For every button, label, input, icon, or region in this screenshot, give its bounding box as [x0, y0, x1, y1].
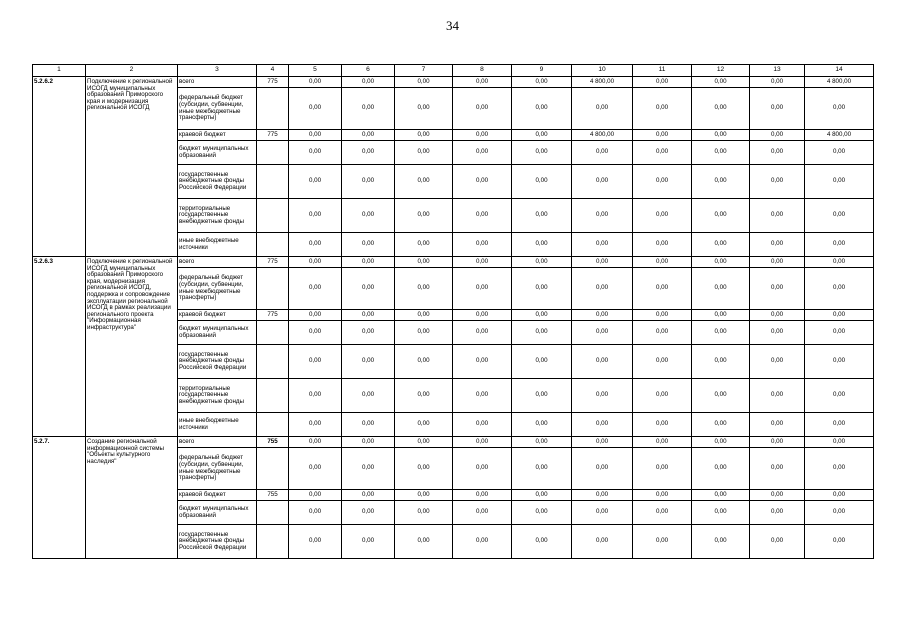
- page-number: 34: [446, 18, 459, 33]
- amount-cell: 0,00: [395, 141, 453, 165]
- amount-cell: 0,00: [453, 165, 512, 199]
- header-cell: 10: [572, 65, 633, 77]
- section-name: Подключение к региональной ИСОГД муниципальных образований Приморского края, модернизация региональной ИСОГД, поддержка и сопровождение эксплуатации региональной ИСОГД в рамках реализации регионального проекта "Информационная инфраструктура": [86, 257, 178, 437]
- header-cell: 12: [692, 65, 750, 77]
- section-code: 5.2.6.2: [33, 77, 86, 257]
- funding-source: всего: [178, 77, 257, 88]
- amount-cell: 0,00: [342, 130, 395, 141]
- amount-cell: 0,00: [805, 413, 874, 437]
- amount-cell: 0,00: [395, 379, 453, 413]
- amount-cell: 0,00: [572, 233, 633, 257]
- amount-cell: 0,00: [512, 130, 572, 141]
- table-row: [33, 257, 874, 268]
- amount-cell: 0,00: [453, 199, 512, 233]
- amount-cell: 0,00: [692, 321, 750, 345]
- grbs-code: [257, 345, 289, 379]
- amount-cell: 0,00: [289, 345, 342, 379]
- amount-cell: 0,00: [633, 88, 692, 130]
- amount-cell: 0,00: [633, 437, 692, 448]
- amount-cell: 0,00: [289, 413, 342, 437]
- amount-cell: 0,00: [453, 321, 512, 345]
- amount-cell: 0,00: [395, 130, 453, 141]
- amount-cell: 0,00: [395, 88, 453, 130]
- funding-source: иные внебюджетные источники: [178, 233, 257, 257]
- header-cell: 5: [289, 65, 342, 77]
- amount-cell: 0,00: [289, 141, 342, 165]
- amount-cell: 0,00: [453, 413, 512, 437]
- funding-source: всего: [178, 437, 257, 448]
- funding-source: государственные внебюджетные фонды Российской Федерации: [178, 525, 257, 559]
- amount-cell: 0,00: [453, 525, 512, 559]
- section-name: Создание региональной информационной системы "Объекты культурного наследия": [86, 437, 178, 559]
- amount-cell: 0,00: [805, 199, 874, 233]
- amount-cell: 0,00: [512, 199, 572, 233]
- grbs-code: [257, 501, 289, 525]
- amount-cell: 0,00: [453, 257, 512, 268]
- amount-cell: 0,00: [633, 413, 692, 437]
- amount-cell: 0,00: [692, 77, 750, 88]
- amount-cell: 4 800,00: [805, 130, 874, 141]
- amount-cell: 0,00: [342, 501, 395, 525]
- amount-cell: 0,00: [453, 437, 512, 448]
- amount-cell: 0,00: [512, 525, 572, 559]
- amount-cell: 0,00: [289, 77, 342, 88]
- amount-cell: 0,00: [342, 268, 395, 310]
- funding-source: государственные внебюджетные фонды Российской Федерации: [178, 345, 257, 379]
- grbs-code: 775: [257, 130, 289, 141]
- amount-cell: 0,00: [395, 437, 453, 448]
- amount-cell: 0,00: [453, 490, 512, 501]
- amount-cell: 0,00: [805, 525, 874, 559]
- amount-cell: 0,00: [512, 257, 572, 268]
- amount-cell: 0,00: [289, 379, 342, 413]
- grbs-code: [257, 413, 289, 437]
- amount-cell: 0,00: [805, 257, 874, 268]
- amount-cell: 0,00: [633, 77, 692, 88]
- amount-cell: 0,00: [342, 257, 395, 268]
- amount-cell: 0,00: [453, 345, 512, 379]
- amount-cell: 0,00: [750, 257, 805, 268]
- amount-cell: 0,00: [512, 321, 572, 345]
- grbs-code: [257, 165, 289, 199]
- amount-cell: 0,00: [692, 345, 750, 379]
- amount-cell: 0,00: [750, 413, 805, 437]
- amount-cell: 0,00: [453, 77, 512, 88]
- amount-cell: 0,00: [633, 310, 692, 321]
- grbs-code: [257, 199, 289, 233]
- amount-cell: 0,00: [692, 501, 750, 525]
- amount-cell: 0,00: [395, 321, 453, 345]
- amount-cell: 0,00: [633, 321, 692, 345]
- amount-cell: 0,00: [572, 199, 633, 233]
- amount-cell: 0,00: [395, 490, 453, 501]
- amount-cell: 0,00: [342, 141, 395, 165]
- amount-cell: 0,00: [692, 130, 750, 141]
- amount-cell: 0,00: [512, 310, 572, 321]
- amount-cell: 0,00: [750, 525, 805, 559]
- amount-cell: 0,00: [342, 310, 395, 321]
- amount-cell: 0,00: [572, 88, 633, 130]
- amount-cell: 0,00: [512, 448, 572, 490]
- amount-cell: 0,00: [289, 448, 342, 490]
- amount-cell: 0,00: [289, 490, 342, 501]
- amount-cell: 0,00: [750, 165, 805, 199]
- amount-cell: 0,00: [750, 490, 805, 501]
- amount-cell: 0,00: [395, 413, 453, 437]
- amount-cell: 0,00: [395, 448, 453, 490]
- amount-cell: 0,00: [395, 310, 453, 321]
- amount-cell: 0,00: [395, 199, 453, 233]
- amount-cell: 0,00: [289, 257, 342, 268]
- amount-cell: 0,00: [289, 130, 342, 141]
- funding-source: федеральный бюджет (субсидии, субвенции, иные межбюджетные трансферты): [178, 448, 257, 490]
- amount-cell: 0,00: [395, 233, 453, 257]
- amount-cell: 0,00: [342, 199, 395, 233]
- amount-cell: 0,00: [395, 268, 453, 310]
- amount-cell: 0,00: [692, 199, 750, 233]
- amount-cell: 0,00: [692, 448, 750, 490]
- amount-cell: 0,00: [453, 88, 512, 130]
- funding-source: краевой бюджет: [178, 490, 257, 501]
- amount-cell: 0,00: [572, 525, 633, 559]
- amount-cell: 0,00: [289, 268, 342, 310]
- amount-cell: 0,00: [512, 233, 572, 257]
- amount-cell: 0,00: [750, 345, 805, 379]
- header-cell: 2: [86, 65, 178, 77]
- amount-cell: 0,00: [289, 310, 342, 321]
- funding-source: бюджет муниципальных образований: [178, 141, 257, 165]
- amount-cell: 0,00: [512, 437, 572, 448]
- amount-cell: 0,00: [805, 310, 874, 321]
- amount-cell: 0,00: [512, 141, 572, 165]
- amount-cell: 0,00: [805, 88, 874, 130]
- amount-cell: 0,00: [750, 268, 805, 310]
- amount-cell: 0,00: [633, 379, 692, 413]
- section-code: 5.2.7.: [33, 437, 86, 559]
- amount-cell: 0,00: [572, 490, 633, 501]
- grbs-code: [257, 233, 289, 257]
- header-cell: 11: [633, 65, 692, 77]
- amount-cell: 0,00: [342, 525, 395, 559]
- amount-cell: 0,00: [512, 88, 572, 130]
- amount-cell: 0,00: [750, 77, 805, 88]
- amount-cell: 0,00: [750, 437, 805, 448]
- funding-source: всего: [178, 257, 257, 268]
- grbs-code: 755: [257, 437, 289, 448]
- amount-cell: 0,00: [750, 321, 805, 345]
- amount-cell: 0,00: [342, 345, 395, 379]
- amount-cell: 0,00: [572, 165, 633, 199]
- amount-cell: 0,00: [572, 321, 633, 345]
- amount-cell: 0,00: [512, 379, 572, 413]
- amount-cell: 0,00: [453, 379, 512, 413]
- amount-cell: 0,00: [342, 437, 395, 448]
- amount-cell: 0,00: [692, 268, 750, 310]
- amount-cell: 0,00: [633, 199, 692, 233]
- header-cell: 8: [453, 65, 512, 77]
- amount-cell: 0,00: [750, 501, 805, 525]
- amount-cell: 0,00: [572, 379, 633, 413]
- amount-cell: 0,00: [453, 501, 512, 525]
- amount-cell: 0,00: [633, 448, 692, 490]
- section-name: Подключение к региональной ИСОГД муниципальных образований Приморского края и модернизация региональной ИСОГД: [86, 77, 178, 257]
- amount-cell: 0,00: [572, 345, 633, 379]
- amount-cell: 0,00: [750, 448, 805, 490]
- amount-cell: 0,00: [805, 268, 874, 310]
- funding-source: краевой бюджет: [178, 310, 257, 321]
- amount-cell: 0,00: [289, 199, 342, 233]
- amount-cell: 0,00: [805, 141, 874, 165]
- amount-cell: 0,00: [512, 268, 572, 310]
- grbs-code: [257, 321, 289, 345]
- amount-cell: 0,00: [289, 321, 342, 345]
- amount-cell: 0,00: [633, 525, 692, 559]
- amount-cell: 0,00: [342, 88, 395, 130]
- amount-cell: 0,00: [572, 501, 633, 525]
- amount-cell: 0,00: [395, 345, 453, 379]
- grbs-code: [257, 88, 289, 130]
- grbs-code: [257, 448, 289, 490]
- amount-cell: 0,00: [453, 233, 512, 257]
- header-cell: 3: [178, 65, 257, 77]
- amount-cell: 4 800,00: [805, 77, 874, 88]
- amount-cell: 0,00: [692, 437, 750, 448]
- amount-cell: 0,00: [692, 233, 750, 257]
- amount-cell: 0,00: [633, 130, 692, 141]
- amount-cell: 0,00: [512, 413, 572, 437]
- funding-source: иные внебюджетные источники: [178, 413, 257, 437]
- amount-cell: 0,00: [692, 165, 750, 199]
- amount-cell: 0,00: [633, 268, 692, 310]
- amount-cell: 0,00: [692, 88, 750, 130]
- amount-cell: 0,00: [633, 257, 692, 268]
- amount-cell: 0,00: [572, 310, 633, 321]
- table-row: [33, 437, 874, 448]
- amount-cell: 0,00: [692, 310, 750, 321]
- amount-cell: 0,00: [572, 268, 633, 310]
- amount-cell: 4 800,00: [572, 77, 633, 88]
- amount-cell: 0,00: [750, 233, 805, 257]
- amount-cell: 0,00: [289, 88, 342, 130]
- amount-cell: 0,00: [395, 501, 453, 525]
- grbs-code: 775: [257, 310, 289, 321]
- amount-cell: 0,00: [692, 257, 750, 268]
- amount-cell: 0,00: [512, 77, 572, 88]
- amount-cell: 4 800,00: [572, 130, 633, 141]
- grbs-code: 775: [257, 257, 289, 268]
- amount-cell: 0,00: [750, 88, 805, 130]
- amount-cell: 0,00: [453, 268, 512, 310]
- amount-cell: 0,00: [453, 130, 512, 141]
- header-cell: 7: [395, 65, 453, 77]
- amount-cell: 0,00: [342, 165, 395, 199]
- grbs-code: 775: [257, 77, 289, 88]
- amount-cell: 0,00: [572, 437, 633, 448]
- amount-cell: 0,00: [289, 501, 342, 525]
- amount-cell: 0,00: [572, 448, 633, 490]
- amount-cell: 0,00: [692, 379, 750, 413]
- amount-cell: 0,00: [750, 379, 805, 413]
- header-cell: 13: [750, 65, 805, 77]
- header-cell: 9: [512, 65, 572, 77]
- amount-cell: 0,00: [289, 525, 342, 559]
- amount-cell: 0,00: [572, 413, 633, 437]
- amount-cell: 0,00: [572, 141, 633, 165]
- amount-cell: 0,00: [572, 257, 633, 268]
- amount-cell: 0,00: [633, 345, 692, 379]
- grbs-code: [257, 525, 289, 559]
- funding-source: государственные внебюджетные фонды Российской Федерации: [178, 165, 257, 199]
- amount-cell: 0,00: [805, 379, 874, 413]
- amount-cell: 0,00: [633, 141, 692, 165]
- header-cell: 6: [342, 65, 395, 77]
- grbs-code: [257, 268, 289, 310]
- header-cell: 1: [33, 65, 86, 77]
- grbs-code: 755: [257, 490, 289, 501]
- section-code: 5.2.6.3: [33, 257, 86, 437]
- amount-cell: 0,00: [342, 77, 395, 88]
- funding-source: краевой бюджет: [178, 130, 257, 141]
- amount-cell: 0,00: [692, 525, 750, 559]
- amount-cell: 0,00: [395, 77, 453, 88]
- amount-cell: 0,00: [805, 490, 874, 501]
- amount-cell: 0,00: [512, 501, 572, 525]
- funding-source: территориальные государственные внебюджетные фонды: [178, 199, 257, 233]
- grbs-code: [257, 141, 289, 165]
- amount-cell: 0,00: [750, 310, 805, 321]
- amount-cell: 0,00: [289, 233, 342, 257]
- amount-cell: 0,00: [633, 490, 692, 501]
- table-row: [33, 77, 874, 88]
- amount-cell: 0,00: [342, 233, 395, 257]
- header-cell: 4: [257, 65, 289, 77]
- amount-cell: 0,00: [342, 379, 395, 413]
- grbs-code: [257, 379, 289, 413]
- amount-cell: 0,00: [750, 130, 805, 141]
- header-cell: 14: [805, 65, 874, 77]
- funding-source: федеральный бюджет (субсидии, субвенции, иные межбюджетные трансферты): [178, 268, 257, 310]
- funding-source: федеральный бюджет (субсидии, субвенции, иные межбюджетные трансферты): [178, 88, 257, 130]
- amount-cell: 0,00: [750, 141, 805, 165]
- amount-cell: 0,00: [805, 501, 874, 525]
- amount-cell: 0,00: [512, 345, 572, 379]
- amount-cell: 0,00: [805, 233, 874, 257]
- budget-table: [32, 64, 874, 559]
- amount-cell: 0,00: [633, 233, 692, 257]
- amount-cell: 0,00: [342, 448, 395, 490]
- amount-cell: 0,00: [750, 199, 805, 233]
- amount-cell: 0,00: [453, 448, 512, 490]
- funding-source: территориальные государственные внебюджетные фонды: [178, 379, 257, 413]
- amount-cell: 0,00: [395, 525, 453, 559]
- amount-cell: 0,00: [453, 310, 512, 321]
- amount-cell: 0,00: [342, 321, 395, 345]
- funding-source: бюджет муниципальных образований: [178, 321, 257, 345]
- amount-cell: 0,00: [805, 448, 874, 490]
- amount-cell: 0,00: [805, 345, 874, 379]
- amount-cell: 0,00: [395, 165, 453, 199]
- amount-cell: 0,00: [633, 501, 692, 525]
- amount-cell: 0,00: [692, 490, 750, 501]
- amount-cell: 0,00: [512, 490, 572, 501]
- amount-cell: 0,00: [289, 437, 342, 448]
- funding-source: бюджет муниципальных образований: [178, 501, 257, 525]
- amount-cell: 0,00: [342, 413, 395, 437]
- amount-cell: 0,00: [805, 165, 874, 199]
- amount-cell: 0,00: [395, 257, 453, 268]
- table-header-row: [33, 65, 874, 77]
- amount-cell: 0,00: [805, 321, 874, 345]
- amount-cell: 0,00: [805, 437, 874, 448]
- amount-cell: 0,00: [633, 165, 692, 199]
- table-body: [33, 65, 874, 559]
- amount-cell: 0,00: [289, 165, 342, 199]
- amount-cell: 0,00: [692, 413, 750, 437]
- amount-cell: 0,00: [692, 141, 750, 165]
- amount-cell: 0,00: [453, 141, 512, 165]
- amount-cell: 0,00: [512, 165, 572, 199]
- amount-cell: 0,00: [342, 490, 395, 501]
